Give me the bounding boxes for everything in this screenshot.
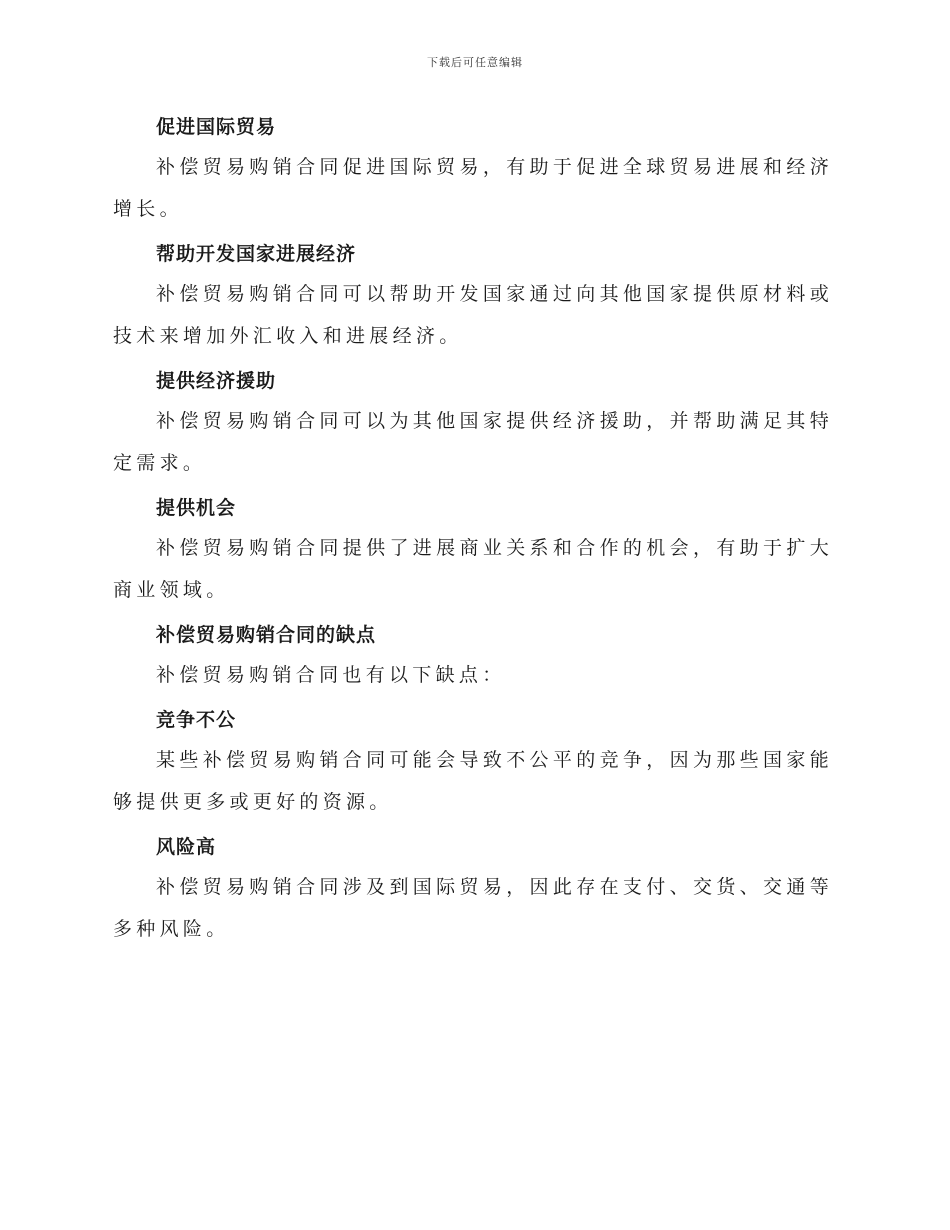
section-heading: 竞争不公 xyxy=(156,709,237,731)
section-high-risk xyxy=(113,828,833,950)
section-paragraph: 补偿贸易购销合同促进国际贸易，有助于促进全球贸易进展和经济增长。 xyxy=(113,156,833,220)
document-body xyxy=(113,108,833,955)
section-economic-aid xyxy=(113,362,833,484)
section-unfair-competition xyxy=(113,701,833,823)
section-opportunity xyxy=(113,489,833,611)
section-paragraph: 补偿贸易购销合同涉及到国际贸易，因此存在支付、交货、交通等多种风险。 xyxy=(113,876,833,940)
section-heading: 促进国际贸易 xyxy=(156,116,277,138)
section-heading: 补偿贸易购销合同的缺点 xyxy=(156,624,377,646)
section-heading: 提供机会 xyxy=(156,497,237,519)
page-header: 下载后可任意编辑 xyxy=(427,56,523,69)
section-heading: 提供经济援助 xyxy=(156,370,277,392)
section-paragraph: 补偿贸易购销合同也有以下缺点： xyxy=(156,664,506,686)
section-heading: 帮助开发国家进展经济 xyxy=(156,243,357,265)
section-promote-trade xyxy=(113,108,833,230)
section-paragraph: 某些补偿贸易购销合同可能会导致不公平的竞争，因为那些国家能够提供更多或更好的资源。 xyxy=(113,749,833,813)
section-paragraph: 补偿贸易购销合同可以帮助开发国家通过向其他国家提供原材料或技术来增加外汇收入和进展经济。 xyxy=(113,283,833,347)
section-paragraph: 补偿贸易购销合同提供了进展商业关系和合作的机会，有助于扩大商业领域。 xyxy=(113,537,833,601)
section-heading: 风险高 xyxy=(156,836,217,858)
section-help-developing-countries xyxy=(113,235,833,357)
section-paragraph: 补偿贸易购销合同可以为其他国家提供经济援助，并帮助满足其特定需求。 xyxy=(113,410,833,474)
section-disadvantages xyxy=(113,616,833,696)
